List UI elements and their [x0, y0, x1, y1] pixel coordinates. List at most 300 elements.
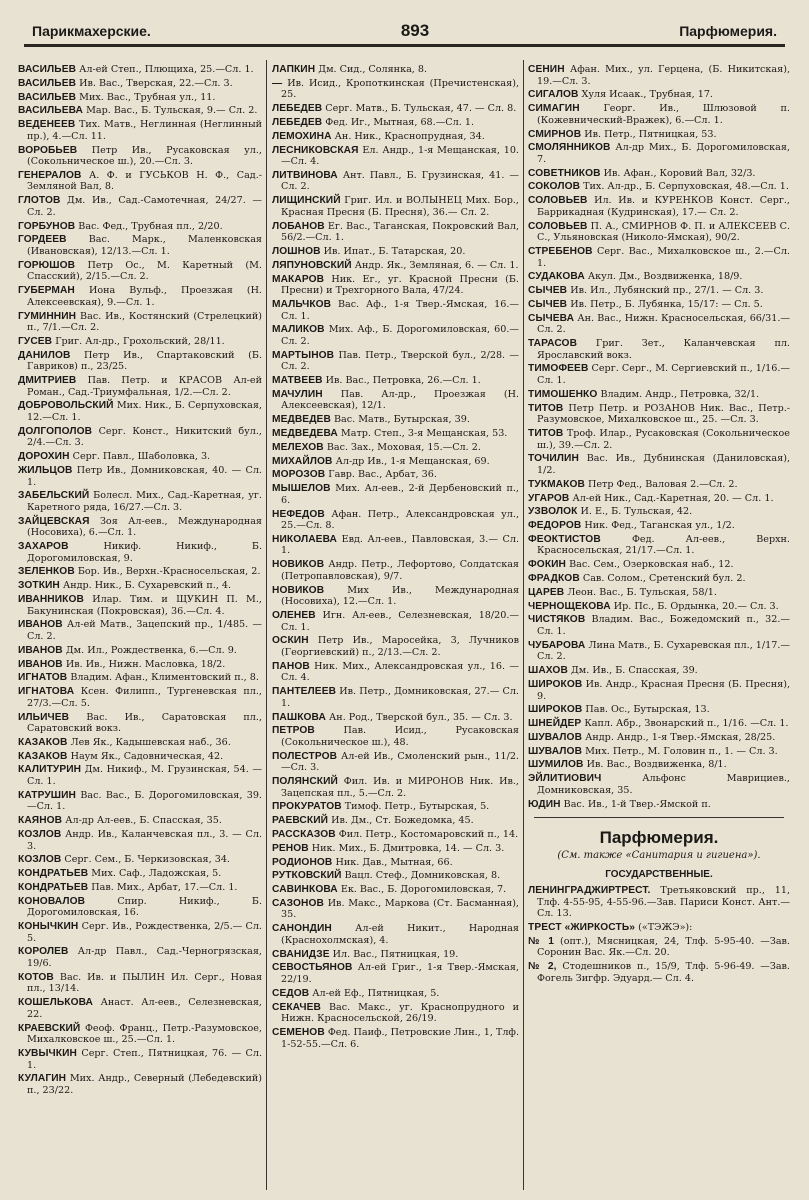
entry-details: Ан. Вас., Нижн. Красносельская, 66/31.—Сл. 2. — [537, 312, 790, 336]
entry-details: Тих. Матв., Неглинная (Неглинный пр.), 4.—Сл. 11. — [27, 119, 262, 142]
entry-details: («ТЭЖЭ»): — [638, 921, 693, 933]
entry-name: ПОЛЕСТРОВ — [272, 750, 338, 762]
entry-details: Ан. Род., Тверской бул., 35. — Сл. 3. — [329, 711, 513, 723]
directory-entry — [528, 665, 790, 677]
directory-entry — [18, 92, 262, 104]
entry-name: ШАХОВ — [528, 665, 568, 677]
entry-details: Болесл. Мих., Сад.-Каретная, уг. Каретного ряда, 16/27.—Сл. 3. — [27, 490, 262, 513]
entry-name: ИГНАТОВА — [18, 686, 75, 698]
entry-name: СЕНИН — [528, 64, 565, 75]
directory-entry — [18, 751, 262, 763]
entry-details: Ал-др Мих., Б. Дорогомиловская, 7. — [537, 142, 790, 165]
entry-details: Вас. Макс., уг. Краснопрудного и Нижн. Красносельской, 26/19. — [281, 1001, 519, 1025]
entry-details: Пав. Петр., Тверской бул., 2/28. —Сл. 2. — [281, 349, 519, 373]
directory-entry — [18, 221, 262, 233]
directory-entry — [272, 870, 519, 882]
directory-entry — [272, 221, 519, 244]
directory-entry — [18, 426, 262, 449]
entry-details: Петр Ив., Русаковская ул., (Сокольническое ш.), 20.—Сл. 3. — [27, 144, 262, 168]
entry-name: РЕНОВ — [272, 842, 309, 854]
directory-entry — [528, 363, 790, 386]
entry-details: Ник. Фед., Таганская ул., 1/2. — [584, 520, 735, 532]
entry-name: СЕМЕНОВ — [272, 1026, 325, 1038]
entry-name: СЕВОСТЬЯНОВ — [272, 962, 353, 974]
entry-details: Лина Матв., Б. Сухаревская пл., 1/17.—Сл. 2. — [537, 639, 790, 663]
directory-entry — [528, 285, 790, 297]
entry-name: СВАНИДЗЕ — [272, 948, 330, 960]
entry-details: (опт.), Мясницкая, 24, Тлф. 5-95-40. —Зав. Соронин Вас. Як.—Сл. 20. — [537, 935, 790, 959]
entry-details: Петр Ив., Маросейка, 3, Лучников (Георгиевский) п., 2/13.—Сл. 2. — [281, 635, 519, 658]
entry-name: ШУВАЛОВ — [528, 745, 583, 757]
entry-name: ВАСИЛЬЕВ — [18, 77, 77, 89]
entry-name: СЕКАЧЕВ — [272, 1001, 321, 1013]
entry-name: ЛЕБЕДЕВ — [272, 103, 323, 115]
directory-entry — [272, 712, 519, 724]
entry-name: СОВЕТНИКОВ — [528, 167, 601, 179]
entry-name: УЗВОЛОК — [528, 506, 578, 518]
header-right: Парфюмерия. — [679, 23, 777, 39]
entry-details: Ал-ей Григ., 1-я Твер.-Ямская, 22/19. — [281, 962, 519, 985]
entry-name: СИМАГИН — [528, 103, 580, 115]
entry-details: Владим. Вас., Божедомский п., 32.—Сл. 1. — [537, 614, 790, 637]
directory-entry — [272, 246, 519, 258]
directory-entry — [18, 375, 262, 398]
directory-entry — [272, 428, 519, 440]
directory-entry — [528, 142, 790, 165]
directory-entry — [272, 469, 519, 481]
directory-entry — [528, 221, 790, 244]
directory-entry — [528, 520, 790, 532]
entry-name: № 1 — [528, 935, 554, 947]
entry-details: Лев Як., Кадышевская наб., 36. — [70, 736, 231, 748]
entry-name: ВАСИЛЬЕВ — [18, 91, 77, 103]
entry-name: КУВЫЧКИН — [18, 1047, 77, 1059]
directory-entry — [272, 131, 519, 143]
directory-entry — [272, 375, 519, 387]
entry-details: Ек. Вас., Б. Дорогомиловская, 7. — [340, 884, 507, 896]
entry-name: МАТВЕЕВ — [272, 375, 323, 387]
entry-name: ВАСИЛЬЕВ — [18, 64, 77, 75]
entry-details: Ив. Петр., Б. Лубянка, 15/17: — Сл. 5. — [570, 298, 763, 310]
entry-name: ГЕНЕРАЛОВ — [18, 169, 82, 181]
directory-entry — [528, 799, 790, 811]
entry-details: Акул. Дм., Воздвиженка, 18/9. — [587, 271, 743, 283]
entry-details: Петр Ос., М. Каретный (М. Спасский), 2/15.—Сл. 2. — [27, 259, 262, 283]
directory-entry — [18, 350, 262, 373]
entry-details: Пав. Ос., Бутырская, 13. — [585, 704, 710, 716]
entry-details: Ив. Ив., Нижн. Масловка, 18/2. — [65, 658, 226, 670]
directory-entry — [528, 601, 790, 613]
entry-name: ПОЛЯНСКИЙ — [272, 776, 338, 788]
directory-entry — [528, 679, 790, 702]
entry-name: ЛЕНИНГРАДЖИРТРЕСТ. — [528, 884, 651, 896]
entry-name: ОСКИН — [272, 635, 309, 647]
entry-name: ФРАДКОВ — [528, 573, 580, 585]
entry-name: ШНЕЙДЕР — [528, 718, 582, 730]
entry-details: Дм. Ил., Рождественка, 6.—Сл. 9. — [65, 644, 237, 656]
directory-entry — [272, 815, 519, 827]
entry-name: ФЕДОРОВ — [528, 520, 582, 532]
entry-details: Фед. Иг., Мытная, 68.—Сл. 1. — [325, 116, 474, 128]
directory-entry — [18, 490, 262, 513]
entry-details: Владим. Андр., Петровка, 32/1. — [600, 388, 760, 400]
entry-name: ТОЧИЛИН — [528, 453, 579, 465]
directory-entry — [528, 773, 790, 796]
directory-entry — [18, 645, 262, 657]
directory-entry — [18, 64, 262, 76]
entry-details: Ал-ей Ник., Сад.-Каретная, 20. — Сл. 1. — [572, 492, 774, 504]
entry-details: Вас. Аф., 1-я Твер.-Ямская, 16.— Сл. 1. — [281, 298, 519, 322]
entry-name: КУЛАГИН — [18, 1073, 67, 1085]
entry-name: ВАСИЛЬЕВА — [18, 105, 84, 117]
directory-entry — [18, 234, 262, 257]
directory-entry — [528, 129, 790, 141]
directory-entry — [18, 78, 262, 90]
entry-name: ВЕДЕНЕЕВ — [18, 119, 76, 131]
directory-entry — [272, 1027, 519, 1050]
section-subtitle: ГОСУДАРСТВЕННЫЕ. — [605, 869, 713, 881]
entry-details: Наум Як., Садовническая, 42. — [70, 750, 224, 762]
entry-name: ЧЕРНОЩЕКОВА — [528, 600, 611, 612]
entry-name: МЕЛЕХОВ — [272, 441, 324, 453]
entry-details: Фед. Паиф., Петровские Лин., 1, Тлф. 1-52-55.—Сл. 6. — [281, 1026, 519, 1050]
directory-entry — [18, 594, 262, 617]
directory-entry — [18, 997, 262, 1020]
entry-name: СЫЧЕВА — [528, 312, 575, 324]
entry-details: Вас. Марк., Маленковская (Ивановская), 12/13.—Сл. 1. — [27, 234, 262, 257]
entry-details: Мих. Андр., Северный (Лебедевский) п., 23/22. — [27, 1073, 262, 1096]
directory-entry — [528, 614, 790, 637]
directory-entry — [18, 896, 262, 919]
entry-name: МАЛЬЧКОВ — [272, 298, 332, 310]
entry-details: Дм. Ив., Сад.-Самотечная, 24/27. — Сл. 2. — [27, 195, 262, 218]
directory-entry — [18, 829, 262, 852]
directory-entry — [272, 170, 519, 193]
entry-details: Петр Ив., Спартаковский (Б. Гавриков) п., 23/25. — [27, 349, 262, 373]
entry-details: Афан. Петр., Александровская ул., 25.—Сл. 8. — [281, 508, 519, 532]
entry-name: РАЕВСКИЙ — [272, 815, 329, 827]
entry-details: Андр. Петр., Лефортово, Солдатская (Петропавловская), 9/7. — [281, 559, 519, 582]
entry-details: Никиф. Никиф., Б. Дорогомиловская, 9. — [27, 541, 262, 564]
entry-details: Ал-др Павл., Сад.-Черногрязская, 19/6. — [27, 946, 262, 970]
column-divider — [266, 60, 267, 1190]
entry-details: Петр Фед., Валовая 2.—Сл. 2. — [587, 478, 738, 490]
directory-entry — [528, 961, 790, 984]
entry-name: ЛИТВИНОВА — [272, 169, 338, 181]
entry-name: ШИРОКОВ — [528, 678, 583, 690]
entry-details: Ал-ей Степ., Плющиха, 25.—Сл. 1. — [79, 64, 254, 75]
directory-entry — [18, 465, 262, 488]
entry-details: Ник. Ег., уг. Красной Пресни (Б. Пресни) и Трехгорного Вала, 47/24. — [281, 273, 519, 297]
directory-entry — [18, 260, 262, 283]
entry-details: Ив. Ипат., Б. Татарская, 20. — [323, 246, 466, 257]
entry-name: ЛАПКИН — [272, 64, 316, 75]
entry-name: САЗОНОВ — [272, 897, 324, 909]
entry-name: ГУБЕРМАН — [18, 285, 75, 297]
column-1 — [18, 64, 262, 1192]
directory-entry — [18, 580, 262, 592]
header-left: Парикмахерские. — [32, 23, 151, 39]
directory-entry — [18, 972, 262, 995]
entry-name: ТАРАСОВ — [528, 338, 578, 350]
directory-entry — [272, 610, 519, 633]
directory-entry — [528, 299, 790, 311]
entry-name: ИВАННИКОВ — [18, 594, 84, 606]
directory-entry — [528, 922, 790, 934]
entry-details: Ник. Дав., Мытная, 66. — [335, 856, 453, 868]
entry-details: Андр. Ив., Каланчевская пл., 3. — Сл. 3. — [27, 828, 262, 852]
directory-entry — [272, 195, 519, 218]
directory-entry — [528, 506, 790, 518]
directory-entry — [528, 195, 790, 218]
entry-name: МАРТЫНОВ — [272, 349, 335, 361]
entry-details: Хуля Исаак., Трубная, 17. — [581, 89, 713, 101]
entry-details: Дм. Сид., Солянка, 8. — [318, 64, 428, 75]
entry-details: Капл. Абр., Звонарский п., 1/16. —Сл. 1. — [584, 718, 789, 730]
directory-entry — [272, 923, 519, 946]
entry-name: ГУСЕВ — [18, 335, 53, 347]
entry-details: Тих. Ал-др., Б. Серпуховская, 48.—Сл. 1. — [583, 181, 789, 193]
directory-entry — [272, 299, 519, 322]
entry-details: Ив. Ил., Лубянский пр., 27/1. — Сл. 3. — [570, 285, 764, 297]
entry-name: ТИТОВ — [528, 402, 564, 414]
directory-entry — [18, 1073, 262, 1096]
directory-entry — [18, 145, 262, 168]
entry-details: Бор. Ив., Верхн.-Красносельская, 2. — [77, 566, 261, 578]
entry-details: Ив. Макс., Маркова (Ст. Басманная), 35. — [281, 897, 519, 921]
entry-name: НОВИКОВ — [272, 584, 325, 596]
entry-details: Георг. Ив., Шлюзовой п. (Кожевнический-Вражек), 6.—Сл. 1. — [537, 103, 790, 126]
directory-entry — [18, 285, 262, 308]
entry-name: ЛЕСНИКОВСКАЯ — [272, 144, 359, 156]
entry-name: ЦАРЕВ — [528, 586, 565, 598]
entry-name: КАЗАКОВ — [18, 750, 68, 762]
entry-name: КОНДРАТЬЕВ — [18, 868, 89, 880]
directory-entry — [528, 704, 790, 716]
entry-details: Альфонс Маврициев., Домниковская, 35. — [537, 773, 790, 796]
entry-details: Серг. Матв., Б. Тульская, 47. — Сл. 8. — [325, 103, 517, 115]
entry-details: Ал-ей Матв., Зацепский пр., 1/485. —Сл. 2. — [27, 619, 262, 642]
entry-details: Троф. Илар., Русаковская (Сокольническое ш.), 39.—Сл. 2. — [537, 428, 790, 451]
directory-entry — [272, 260, 519, 272]
directory-entry — [528, 181, 790, 193]
directory-entry — [272, 898, 519, 921]
entry-name: СЕДОВ — [272, 987, 310, 999]
entry-details: Мих. Петр., М. Головин п., 1. — Сл. 3. — [585, 745, 778, 757]
entry-details: Матр. Степ., 3-я Мещанская, 53. — [340, 428, 508, 439]
directory-entry — [272, 414, 519, 426]
directory-entry — [528, 389, 790, 401]
entry-details: Феоф. Франц., Петр.-Разумовское, Михалковское ш., 25.—Сл. 1. — [27, 1022, 262, 1046]
entry-details: Пав. Петр. и КРАСОВ Ал-ей Роман., Сад.-Триумфальная, 1/2.—Сл. 2. — [27, 375, 262, 398]
directory-entry — [528, 246, 790, 269]
entry-name: ШУВАЛОВ — [528, 731, 583, 743]
entry-details: Андр. Андр., 1-я Твер.-Ямская, 28/25. — [585, 731, 776, 743]
entry-name: ИВАНОВ — [18, 619, 63, 631]
entry-name: САВИНКОВА — [272, 884, 338, 896]
directory-entry — [18, 311, 262, 334]
directory-entry — [18, 619, 262, 642]
directory-entry — [528, 559, 790, 571]
directory-entry — [18, 686, 262, 709]
directory-entry — [528, 746, 790, 758]
directory-entry — [272, 442, 519, 454]
directory-entry — [18, 566, 262, 578]
directory-entry — [18, 737, 262, 749]
entry-name: ЗЕЛЕНКОВ — [18, 566, 75, 578]
entry-name: ДМИТРИЕВ — [18, 375, 77, 387]
entry-name: КОНДРАТЬЕВ — [18, 881, 89, 893]
entry-details: Ив. Андр., Красная Пресня (Б. Пресня), 9. — [537, 678, 790, 702]
directory-entry — [272, 64, 519, 76]
entry-details: Серг. Серг., М. Сергиевский п., 1/16.—Сл. 1. — [537, 363, 790, 387]
entry-details: Вас. Ив., Дубнинская (Даниловская), 1/2. — [537, 453, 790, 476]
entry-details: Ив. Петр., Домниковская, 27.— Сл. 1. — [281, 686, 519, 709]
entry-details: Пав. Ал-др., Проезжая (Н. Алексеевская), 12/1. — [281, 388, 519, 412]
directory-entry — [18, 672, 262, 684]
entry-name: СМИРНОВ — [528, 128, 582, 140]
directory-entry — [18, 882, 262, 894]
entry-details: Вас. Матв., Бутырская, 39. — [333, 414, 470, 426]
directory-entry — [18, 119, 262, 142]
entry-name: СОКОЛОВ — [528, 181, 581, 193]
directory-entry — [18, 1023, 262, 1046]
entry-details: Спир. Никиф., Б. Дорогомиловская, 16. — [27, 895, 262, 919]
entry-details: Тимоф. Петр., Бутырская, 5. — [344, 801, 490, 813]
directory-entry — [18, 1048, 262, 1071]
directory-entry — [272, 103, 519, 115]
entry-name: НЕФЕДОВ — [272, 508, 325, 520]
entry-name: ЛИЩИНСКИЙ — [272, 195, 341, 207]
directory-entry — [528, 479, 790, 491]
entry-details: Ант. Павл., Б. Грузинская, 41. —Сл. 2. — [281, 169, 519, 193]
entry-details: Леон. Вас., Б. Тульская, 58/1. — [567, 586, 717, 598]
entry-name: СУДАКОВА — [528, 271, 585, 283]
entry-name: НИКОЛАЕВА — [272, 533, 337, 545]
entry-details: Мих. Саф., Ладожская, 5. — [91, 868, 222, 880]
directory-entry — [272, 857, 519, 869]
directory-entry — [528, 587, 790, 599]
entry-name: КАЯНОВ — [18, 815, 63, 827]
directory-entry — [18, 105, 262, 117]
entry-details: Зоя Ал-еев., Международная (Носовиха), 6.—Сл. 1. — [27, 515, 262, 539]
entry-details: Вас. Сем., Озерковская наб., 12. — [569, 559, 734, 571]
entry-name: ПЕТРОВ — [272, 725, 315, 737]
directory-entry — [272, 117, 519, 129]
directory-entry — [272, 509, 519, 532]
entry-name: ФЕОКТИСТОВ — [528, 533, 601, 545]
directory-entry — [528, 573, 790, 585]
directory-entry — [272, 751, 519, 774]
entry-name: ШУМИЛОВ — [528, 759, 584, 771]
entry-name: ЗОТКИН — [18, 580, 60, 592]
entry-name: РУТКОВСКИЙ — [272, 870, 342, 882]
entry-name: РОДИОНОВ — [272, 856, 333, 868]
entry-name: ЗАЙЦЕВСКАЯ — [18, 515, 90, 527]
entry-details: Петр Ив., Домниковская, 40. — Сл. 1. — [27, 464, 262, 488]
entry-name: ГОРДЕЕВ — [18, 234, 67, 246]
entry-details: Мар. Вас., Б. Тульская, 9.— Сл. 2. — [86, 105, 258, 117]
directory-entry — [272, 483, 519, 506]
entry-details: Ив. Петр., Пятницкая, 53. — [584, 128, 717, 140]
entry-name: ДАНИЛОВ — [18, 349, 71, 361]
entry-details: Серг. Вас., Михалковское ш., 2.—Сл. 1. — [537, 246, 790, 269]
entry-details: Афан. Мих., ул. Герцена, (Б. Никитская), 19.—Сл. 3. — [537, 64, 790, 87]
entry-details: Серг. Павл., Шаболовка, 3. — [72, 451, 211, 463]
entry-details: Мих. Ник., Б. Серпуховская, 12.—Сл. 1. — [27, 400, 262, 424]
entry-details: Ник. Мих., Александровская ул., 16. —Сл. 4. — [281, 660, 519, 684]
entry-name: ПАНОВ — [272, 660, 310, 672]
directory-entry — [272, 456, 519, 468]
directory-entry — [272, 801, 519, 813]
column-2 — [272, 64, 519, 1192]
entry-details: Ив. Афан., Коровий Вал, 32/3. — [603, 167, 756, 179]
entry-details: Иона Вульф., Проезжая (Н. Алексеевская), 9.—Сл. 1. — [27, 285, 262, 308]
entry-details: Ел. Андр., 1-я Мещанская, 10.—Сл. 4. — [281, 144, 519, 168]
entry-details: Ив. Вас., Тверская, 22.—Сл. 3. — [79, 77, 233, 89]
directory-entry — [18, 815, 262, 827]
directory-entry — [18, 195, 262, 218]
directory-entry — [272, 274, 519, 297]
directory-entry — [272, 635, 519, 658]
directory-entry — [528, 885, 790, 920]
entry-name: ДОЛГОПОЛОВ — [18, 425, 93, 437]
entry-details: Григ. Ил. и ВОЛЫНЕЦ Мих. Бор., Красная Пресня (Б. Пресня), 36.— Сл. 2. — [281, 195, 519, 218]
entry-details: Фил. Петр., Костомаровский п., 14. — [338, 828, 519, 840]
directory-entry — [528, 64, 790, 87]
header-rule — [24, 44, 785, 47]
directory-entry — [528, 718, 790, 730]
entry-details: Ил. Ив. и КУРЕНКОВ Конст. Серг., Баррикадная (Кудринская), 17.— Сл. 2. — [537, 195, 790, 218]
entry-name: ЛЯПУНОВСКИЙ — [272, 259, 352, 271]
entry-details: Серг. Сем., Б. Черкизовская, 34. — [64, 854, 230, 866]
column-3 — [528, 64, 790, 1192]
entry-name: ЛЕМОХИНА — [272, 130, 332, 142]
directory-entry — [272, 988, 519, 1000]
entry-details: Третьяковский пр., 11, Тлф. 4-55-95, 4-55-96.—Зав. Париси Конст. Ант.—Сл. 13. — [537, 884, 790, 920]
entry-name: ЭЙЛИТИОВИЧ — [528, 773, 602, 785]
entry-name: ДОБРОВОЛЬСКИЙ — [18, 400, 114, 412]
entry-details: Ник. Мих., Б. Дмитровка, 14. — Сл. 3. — [311, 842, 505, 854]
entry-name: МЫШЕЛОВ — [272, 483, 331, 495]
entry-details: Ал-ей Ив., Смоленский рын., 11/2.—Сл. 3. — [281, 750, 519, 774]
entry-name: КОТОВ — [18, 971, 54, 983]
directory-entry — [528, 168, 790, 180]
entry-details: Гавр. Вас., Арбат, 36. — [328, 469, 437, 481]
entry-details: Стодешников п., 15/9, Тлф. 5-96-49. —Зав. Фогель Зигфр. Эдуард.— Сл. 4. — [537, 961, 790, 984]
entry-details: Фил. Ив. и МИРОНОВ Ник. Ив., Зацепская пл., 5.—Сл. 2. — [281, 776, 519, 799]
entry-details: Ег. Вас., Таганская, Покровский Вал, 56/2.—Сл. 1. — [281, 220, 519, 244]
entry-details: Мих. Вас., Трубная ул., 11. — [79, 91, 216, 103]
entry-details: Пав. Исид., Русаковская (Сокольническое ш.), 48. — [281, 725, 519, 748]
directory-entry — [272, 843, 519, 855]
entry-name: ГОРЮШОВ — [18, 259, 76, 271]
entry-details: Сав. Солом., Сретенский бул. 2. — [582, 573, 746, 585]
entry-name: ЛОШНОВ — [272, 246, 321, 257]
directory-entry — [272, 559, 519, 582]
directory-entry — [18, 336, 262, 348]
entry-name: СТРЕБЕНОВ — [528, 246, 593, 257]
entry-details: Петр Петр. и РОЗАНОВ Ник. Вас., Петр.-Разумовское, Михалковское ш., 25. —Сл. 3. — [537, 402, 790, 426]
directory-entry — [272, 829, 519, 841]
directory-entry — [272, 145, 519, 168]
entry-name: ГОРБУНОВ — [18, 220, 76, 232]
entry-details: Ал-ей Еф., Пятницкая, 5. — [312, 987, 440, 999]
directory-entry — [18, 764, 262, 787]
directory-entry — [272, 389, 519, 412]
entry-name: ЧИСТЯКОВ — [528, 614, 586, 626]
entry-name: ТРЕСТ «ЖИРКОСТЬ» — [528, 921, 636, 933]
